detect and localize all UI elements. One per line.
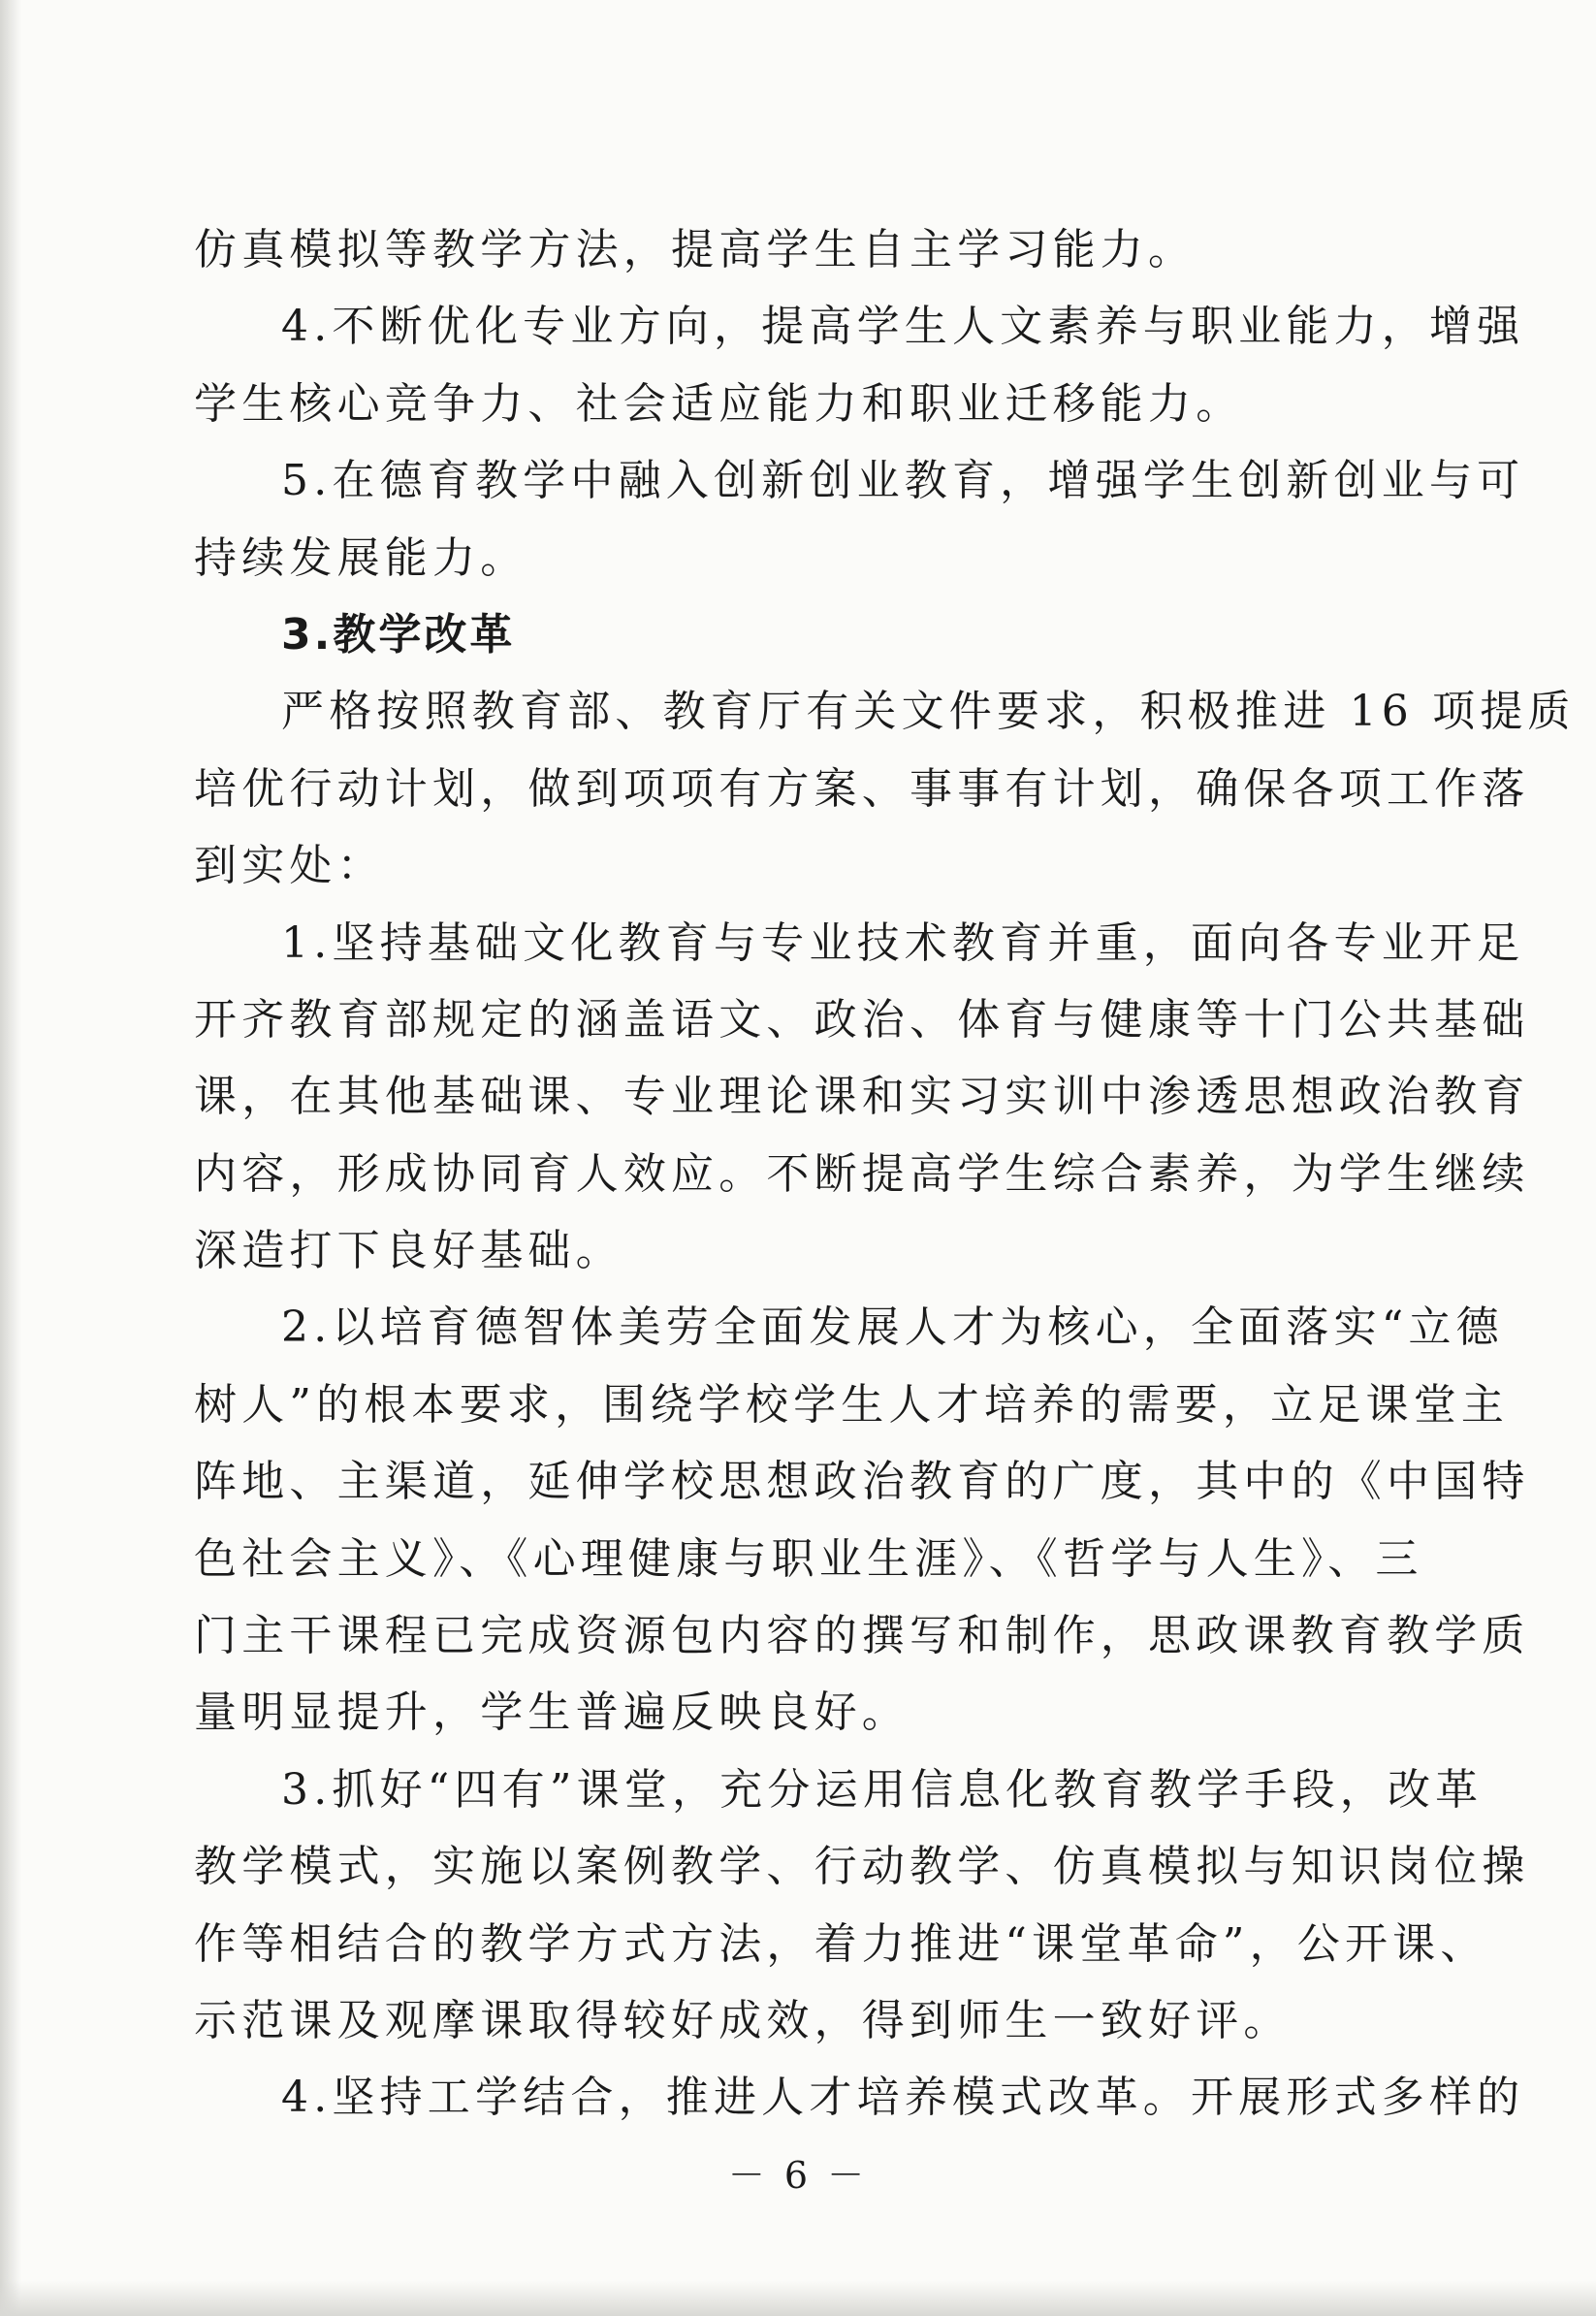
text-line: 作等相结合的教学方式方法，着力推进“课堂革命”，公开课、	[194, 1918, 1488, 1969]
text-line: 门主干课程已完成资源包内容的撰写和制作，思政课教育教学质	[194, 1611, 1530, 1661]
text-line: 色社会主义》、《心理健康与职业生涯》、《哲学与人生》、三	[194, 1533, 1423, 1584]
text-line: 示范课及观摩课取得较好成效，得到师生一致好评。	[194, 1995, 1292, 2045]
text-line: 内容，形成协同育人效应。不断提高学生综合素养，为学生继续	[194, 1148, 1530, 1199]
body-text	[194, 211, 1576, 2137]
text-line: 学生核心竞争力、社会适应能力和职业迁移能力。	[194, 378, 1244, 429]
scan-shadow-left	[0, 0, 21, 2316]
text-line: 1.坚持基础文化教育与专业技术教育并重，面向各专业开足	[281, 917, 1525, 968]
text-line: 树人”的根本要求，围绕学校学生人才培养的需要，立足课堂主	[194, 1379, 1510, 1430]
text-line: 仿真模拟等教学方法，提高学生自主学习能力。	[194, 225, 1197, 274]
text-line: 3.抓好“四有”课堂，充分运用信息化教育教学手段，改革	[281, 1764, 1484, 1815]
text-line: 4.不断优化专业方向，提高学生人文素养与职业能力，增强	[281, 302, 1525, 352]
text-line: 培优行动计划，做到项项有方案、事事有计划，确保各项工作落	[194, 763, 1530, 814]
text-line: 严格按照教育部、教育厅有关文件要求，积极推进 16 项提质	[281, 687, 1576, 737]
text-line: 量明显提升，学生普遍反映良好。	[194, 1688, 910, 1738]
text-line: 5.在德育教学中融入创新创业教育，增强学生创新创业与可	[281, 456, 1525, 506]
scan-shadow-bottom	[0, 2281, 1596, 2316]
text-line: 持续发展能力。	[194, 532, 528, 583]
text-line: 阵地、主渠道，延伸学校思想政治教育的广度，其中的《中国特	[194, 1457, 1530, 1507]
text-line: 4.坚持工学结合，推进人才培养模式改革。开展形式多样的	[281, 2073, 1525, 2123]
text-line: 开齐教育部规定的涵盖语文、政治、体育与健康等十门公共基础	[194, 994, 1530, 1045]
text-line: 2.以培育德智体美劳全面发展人才为核心，全面落实“立德	[281, 1303, 1504, 1353]
page-number: － 6 －	[727, 2154, 869, 2197]
text-line: 课，在其他基础课、专业理论课和实习实训中渗透思想政治教育	[194, 1072, 1530, 1122]
text-line: 到实处：	[194, 841, 385, 891]
text-line: 深造打下良好基础。	[194, 1226, 623, 1276]
section-heading: 3.教学改革	[281, 609, 516, 659]
text-line: 教学模式，实施以案例教学、行动教学、仿真模拟与知识岗位操	[194, 1842, 1530, 1892]
